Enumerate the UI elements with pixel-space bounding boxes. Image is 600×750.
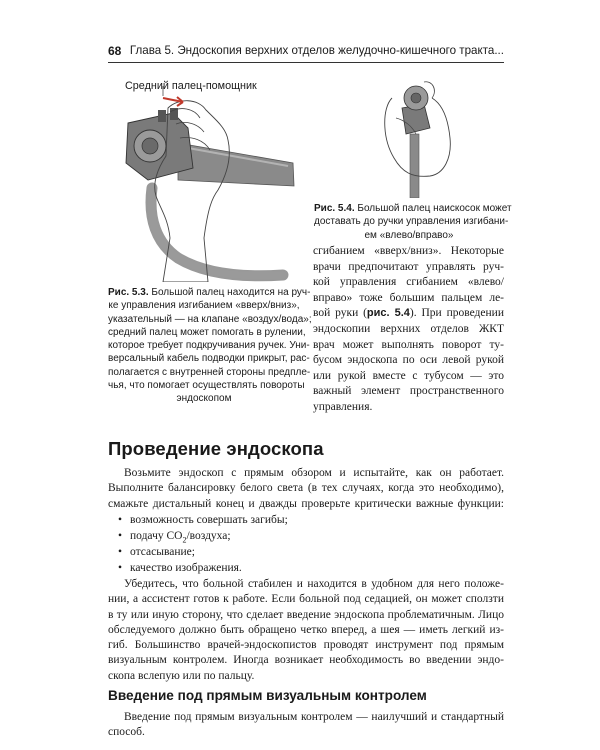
bullet-marker: •: [118, 514, 123, 526]
figure-5-3-caption: [108, 286, 312, 406]
caption-line: указательный — на клапане «воздух/вода»;: [108, 313, 312, 325]
caption-line: чья, что помогает осуществлять повороты: [108, 380, 305, 392]
figure-5-4-illustration: [372, 68, 464, 198]
caption-line: версальный кабель подводки прикрыт, рас-: [108, 353, 310, 365]
text-line: эндоскопии верхних отделов ЖКТ: [313, 322, 504, 335]
text-line: Выполните балансировку белого света (в тех случаях, когда это необходимо),: [108, 482, 504, 495]
bullet-marker: •: [118, 546, 123, 558]
text-line: обследуемого должно быть обращено четко вперед, а шея — иметь легкий из-: [108, 623, 504, 636]
paragraph-visual-control: [108, 710, 504, 741]
list-item-text: подачу CO: [130, 530, 183, 542]
list-item: [118, 528, 498, 544]
text-line: Возьмите эндоскоп с прямым обзором и испытайте, как он работает.: [124, 467, 504, 479]
figure-5-4-caption: [314, 202, 512, 242]
caption-line: ем «влево/вправо»: [364, 229, 454, 241]
figure-reference: рис. 5.4: [366, 307, 410, 320]
text-line: кой управления сгибанием «влево/: [313, 276, 504, 289]
text-line: управления.: [313, 400, 373, 413]
text-line: нии, а ассистент готов к работе. Если больной под седацией, он может сползти: [108, 593, 504, 606]
text-line: бусом эндоскопа по оси левой рукой: [313, 354, 504, 367]
caption-line: Большой палец находится на руч-: [148, 287, 311, 298]
subscript: 2: [182, 535, 187, 545]
text-line: врач может выполнять поворот ту-: [313, 338, 504, 351]
text-line: Убедитесь, что больной стабилен и находится в удобном для него положе-: [124, 578, 504, 590]
text-line: [313, 306, 504, 322]
text-fragment: вой руки (: [313, 307, 367, 320]
text-line: в ту или иную сторону, что сделает введение эндоскопа проблематичным. Лицо: [108, 608, 504, 621]
caption-line: доставать до ручки управления изгибани-: [314, 216, 509, 228]
running-head: Глава 5. Эндоскопия верхних отделов желудочно-кишечного тракта...: [129, 44, 504, 57]
list-item: [118, 560, 498, 576]
list-item-text: качество изображения.: [130, 562, 242, 574]
caption-line: ке управления изгибанием «вверх/вниз»,: [108, 300, 300, 312]
text-line: сгибанием «вверх/вниз». Некоторые: [313, 245, 504, 257]
header-rule: [108, 62, 504, 63]
caption-line: Большой палец наискосок может: [354, 203, 512, 214]
text-line: визуальным контролем. Иногда возникает необходимость во введении эндо-: [108, 654, 504, 667]
caption-line: которое требует подкручивания ручек. Уни-: [108, 340, 310, 352]
list-item-text: отсасывание;: [130, 546, 195, 558]
subsection-title: Введение под прямым визуальным контролем: [108, 688, 427, 703]
text-line: Введение под прямым визуальным контролем — наилучший и стандартный: [124, 711, 504, 723]
list-item-text: возможность совершать загибы;: [130, 514, 288, 526]
list-item: [118, 512, 498, 528]
bullet-marker: •: [118, 562, 123, 574]
page-number: 68: [108, 44, 122, 58]
list-item-text: /воздуха;: [186, 530, 231, 542]
function-checklist: [118, 512, 498, 576]
caption-line: средний палец может помогать в рулении,: [108, 326, 306, 338]
right-column-text: [313, 244, 504, 416]
page-header: [108, 43, 504, 61]
figure-5-3-caption-number: Рис. 5.3.: [108, 287, 149, 298]
figure-5-3-illustration: [108, 68, 302, 282]
text-line: вправо» тоже большим пальцем ле-: [313, 291, 504, 304]
caption-line: полагается с внутренней стороны предпле-: [108, 366, 311, 378]
text-line: гиб. Большинство врачей-эндоскопистов проводят инструмент под прямым: [108, 639, 504, 652]
caption-line: эндоскопом: [176, 393, 232, 405]
text-line: скопа вслепую или по пальцу.: [108, 669, 255, 682]
text-line: смажьте дистальный конец и дважды проверьте критически важные функции:: [108, 497, 504, 510]
text-line: врачи предпочитают управлять руч-: [313, 260, 504, 273]
text-line: или рукой вместе с тубусом — это: [313, 369, 504, 382]
paragraph-intro: [108, 466, 504, 512]
text-fragment: ). При проведении: [409, 307, 504, 320]
figure-5-3-label: Средний палец-помощник: [125, 80, 257, 92]
text-line: важный элемент пространственного: [313, 385, 504, 398]
section-title: Проведение эндоскопа: [108, 438, 324, 459]
text-line: способ.: [108, 726, 145, 739]
list-item: [118, 544, 498, 560]
bullet-marker: •: [118, 530, 123, 542]
paragraph-patient-position: [108, 577, 504, 684]
figure-5-4-caption-number: Рис. 5.4.: [314, 203, 355, 214]
